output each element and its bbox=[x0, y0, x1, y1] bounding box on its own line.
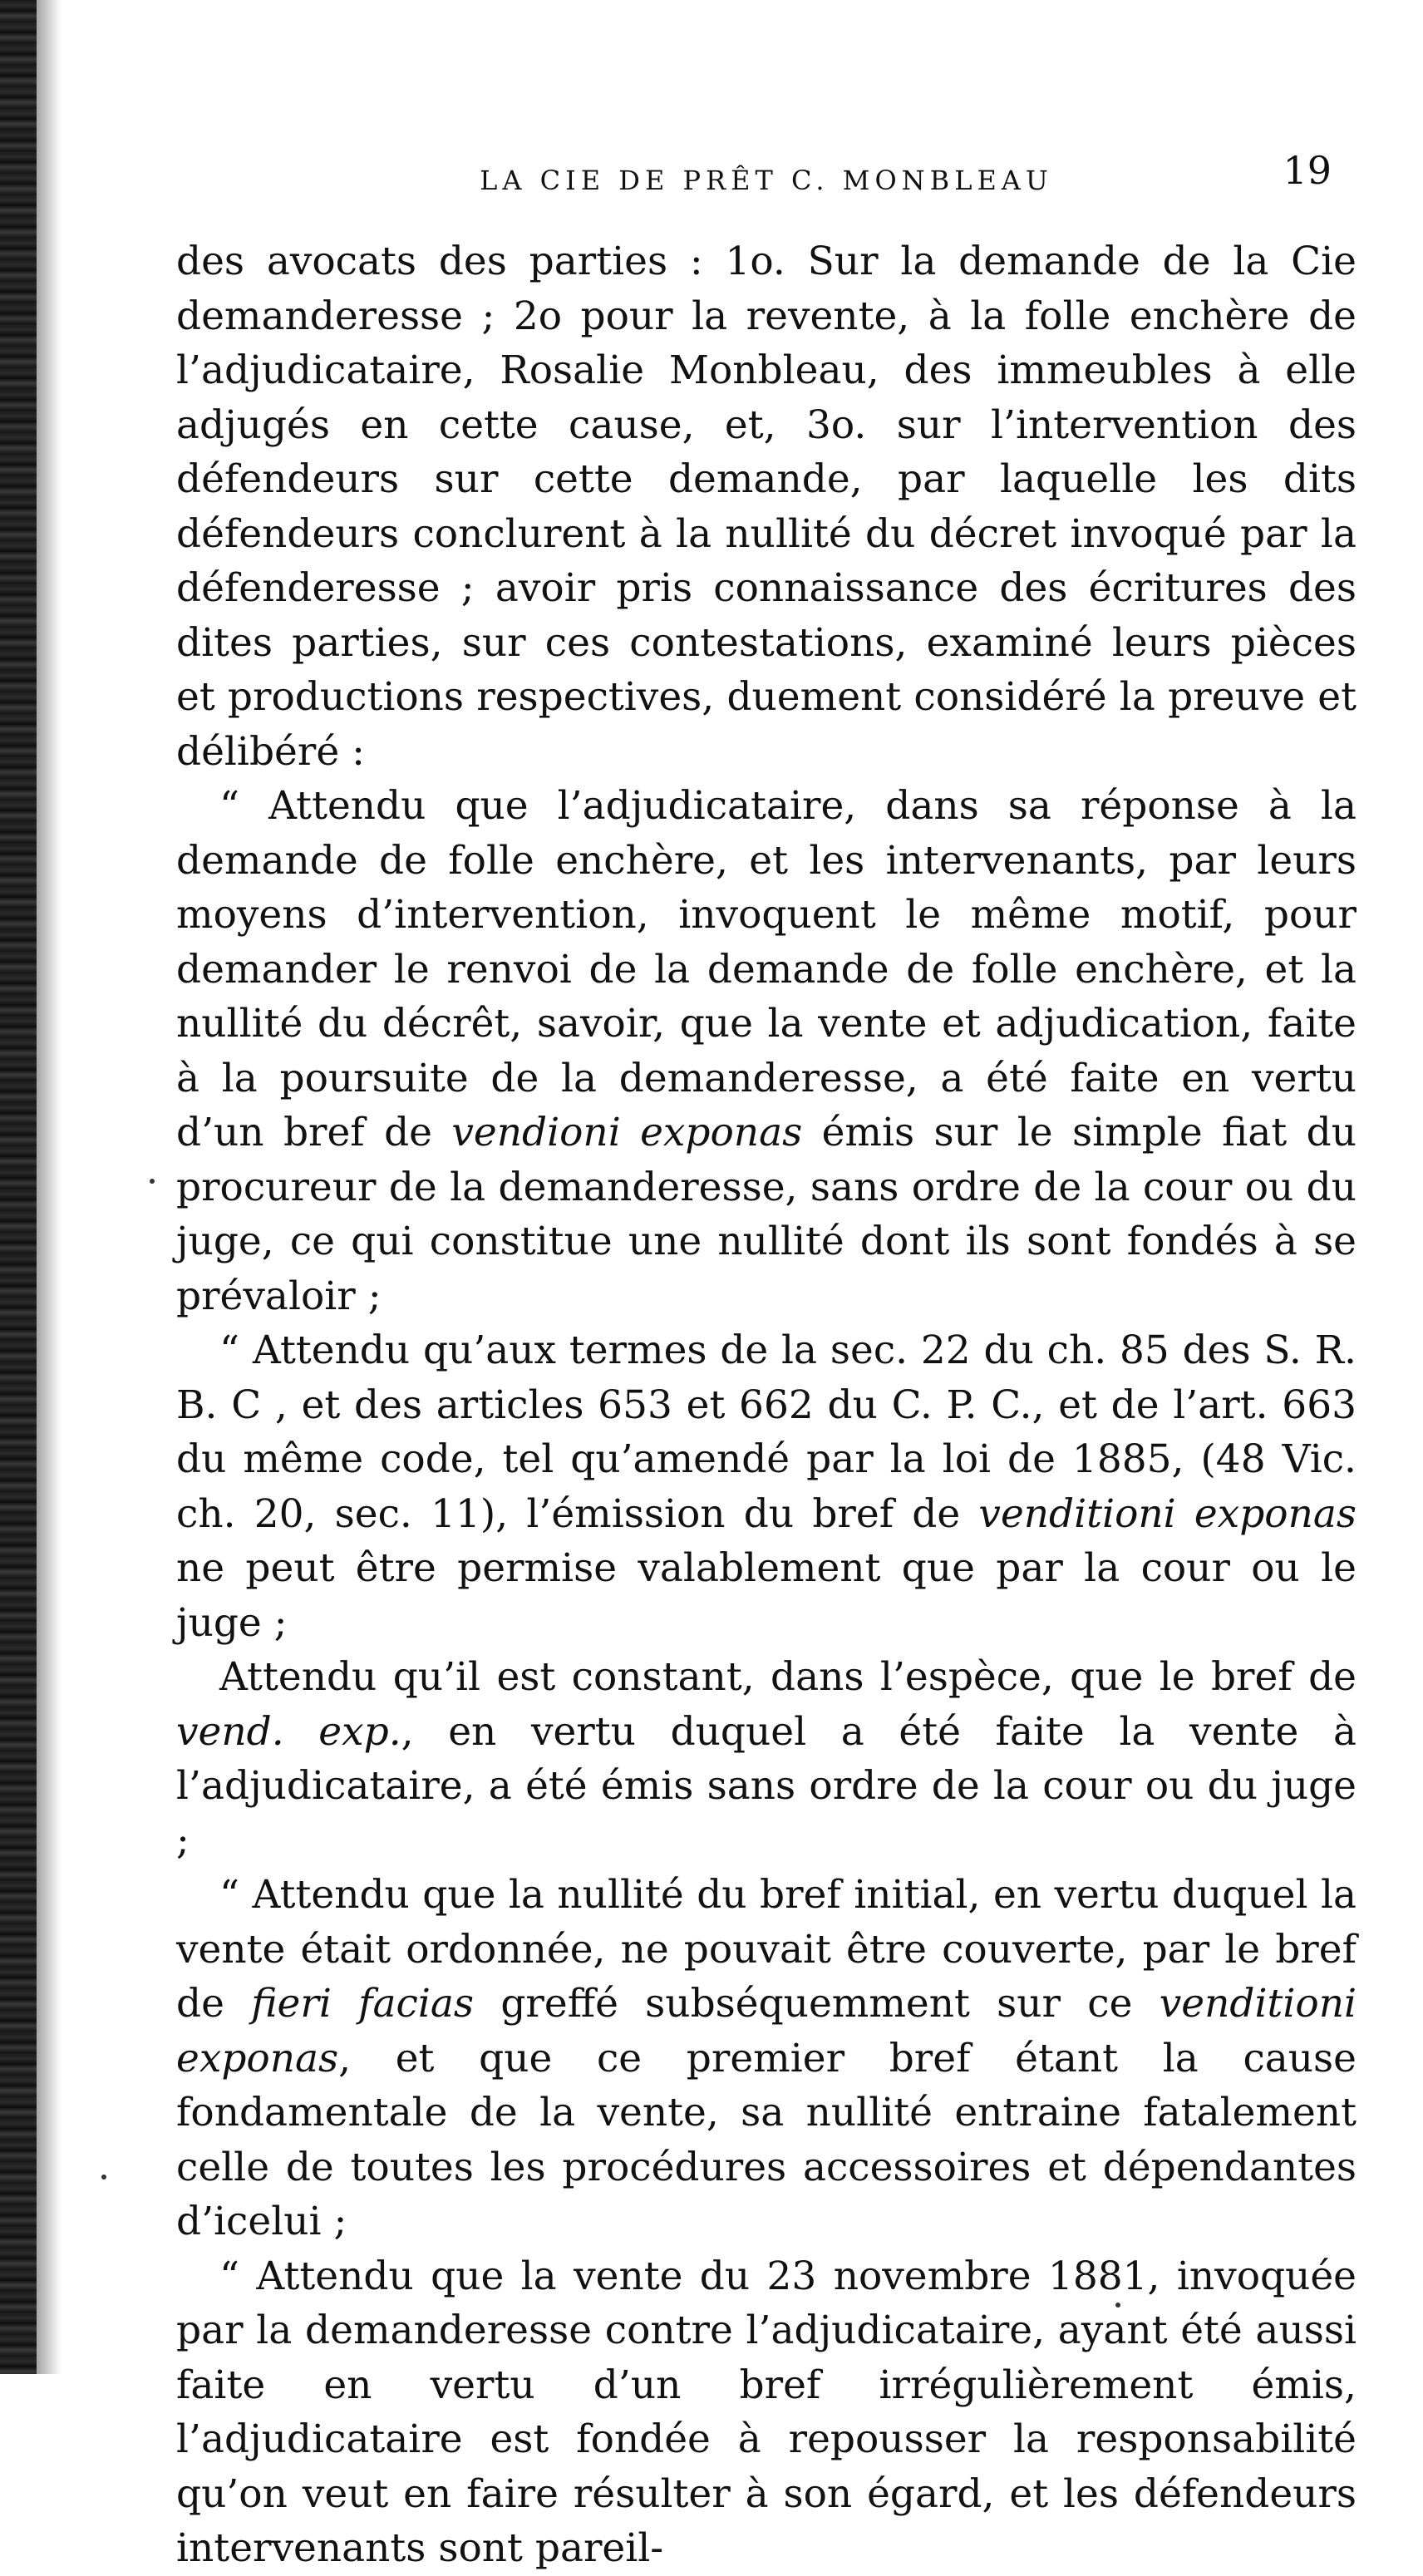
text-segment: “ Attendu que la vente du 23 novembre 1881, invoquée par la demanderesse contre l’adjudicataire, ayant été aussi faite en vertu d’un bref irrégulièrement émis, l’adjudicataire est fondée à repousser la responsabilité qu’on veut en faire résulter à son égard, et les défendeurs intervenants sont pareil- bbox=[176, 2253, 1357, 2571]
body-text bbox=[176, 234, 1357, 2576]
italic-term: vendioni exponas bbox=[451, 1110, 803, 1155]
paragraph bbox=[176, 1868, 1357, 2249]
text-segment: “ Attendu qu’aux termes de la sec. 22 du ch. 85 des S. R. B. C , et des articles 653 et 662 du C. P. C., et de l’art. 663 du même code, tel qu’amendé par la loi de 1885, (48 Vic. ch. 20, sec. 11), l’émission du bref de bbox=[176, 1327, 1357, 1537]
text-segment: des avocats des parties : 1o. Sur la demande de la Cie demanderesse ; 2o pour la revente, à la folle enchère de l’adjudicataire, Rosalie Monbleau, des immeubles à elle adjugés en cette cause, et, 3o. sur l’intervention des défendeurs sur cette demande, par laquelle les dits défendeurs conclurent à la nullité du décret invoqué par la défenderesse ; avoir pris connaissance des écritures des dites parties, sur ces contestations, examiné leurs pièces et productions respectives, duement considéré la preuve et délibéré : bbox=[176, 239, 1357, 775]
binding-shadow bbox=[37, 0, 62, 2374]
paragraph bbox=[176, 234, 1357, 779]
binding-edge bbox=[0, 0, 37, 2374]
text-segment: ne peut être permise valablement que par la cour ou le juge ; bbox=[176, 1545, 1357, 1646]
text-segment: “ Attendu que l’adjudicataire, dans sa réponse à la demande de folle enchère, et les intervenants, par leurs moyens d’intervention, invoquent le même motif, pour demander le renvoi de la demande de folle enchère, et la nullité du décrêt, savoir, que la vente et adjudication, faite à la poursuite de la demanderesse, a été faite en vertu d’un bref de bbox=[176, 783, 1357, 1155]
paragraph bbox=[176, 779, 1357, 1323]
text-segment: greffé subséquemment sur ce bbox=[474, 1981, 1160, 2027]
text-segment: , et que ce premier bref étant la cause fondamentale de la vente, sa nullité entraine fatalement celle de toutes les procédures accessoires et dépendantes d’icelui ; bbox=[176, 2035, 1357, 2244]
paragraph bbox=[176, 1650, 1357, 1868]
text-segment: émis sur le simple fiat du procureur de la demanderesse, sans ordre de la cour ou du juge, ce qui constitue une nullité dont ils sont fondés à se prévaloir ; bbox=[176, 1110, 1357, 1319]
text-segment: Attendu qu’il est constant, dans l’espèce, que le bref de bbox=[219, 1654, 1357, 1700]
italic-term: venditioni exponas bbox=[978, 1490, 1357, 1537]
italic-term: fieri facias bbox=[251, 1981, 475, 2027]
running-title: LA CIE DE PRÊT C. MONBLEAU bbox=[480, 165, 1053, 196]
paragraph bbox=[176, 1323, 1357, 1650]
italic-term: vend. exp. bbox=[176, 1708, 401, 1755]
scan-speck bbox=[1115, 2303, 1120, 2308]
running-head bbox=[176, 148, 1357, 214]
scan-speck bbox=[150, 1179, 155, 1184]
paragraph bbox=[176, 2249, 1357, 2576]
italic-term: venditioni exponas bbox=[176, 1981, 1357, 2081]
text-segment: , en vertu duquel a été faite la vente à l’adjudicataire, a été émis sans ordre de la cour ou du juge ; bbox=[176, 1708, 1357, 1864]
page-number: 19 bbox=[1283, 148, 1332, 193]
text-segment: “ Attendu que la nullité du bref initial, en vertu duquel la vente était ordonnée, ne pouvait être couverte, par le bref de bbox=[176, 1872, 1357, 2027]
scan-speck bbox=[101, 2175, 106, 2180]
